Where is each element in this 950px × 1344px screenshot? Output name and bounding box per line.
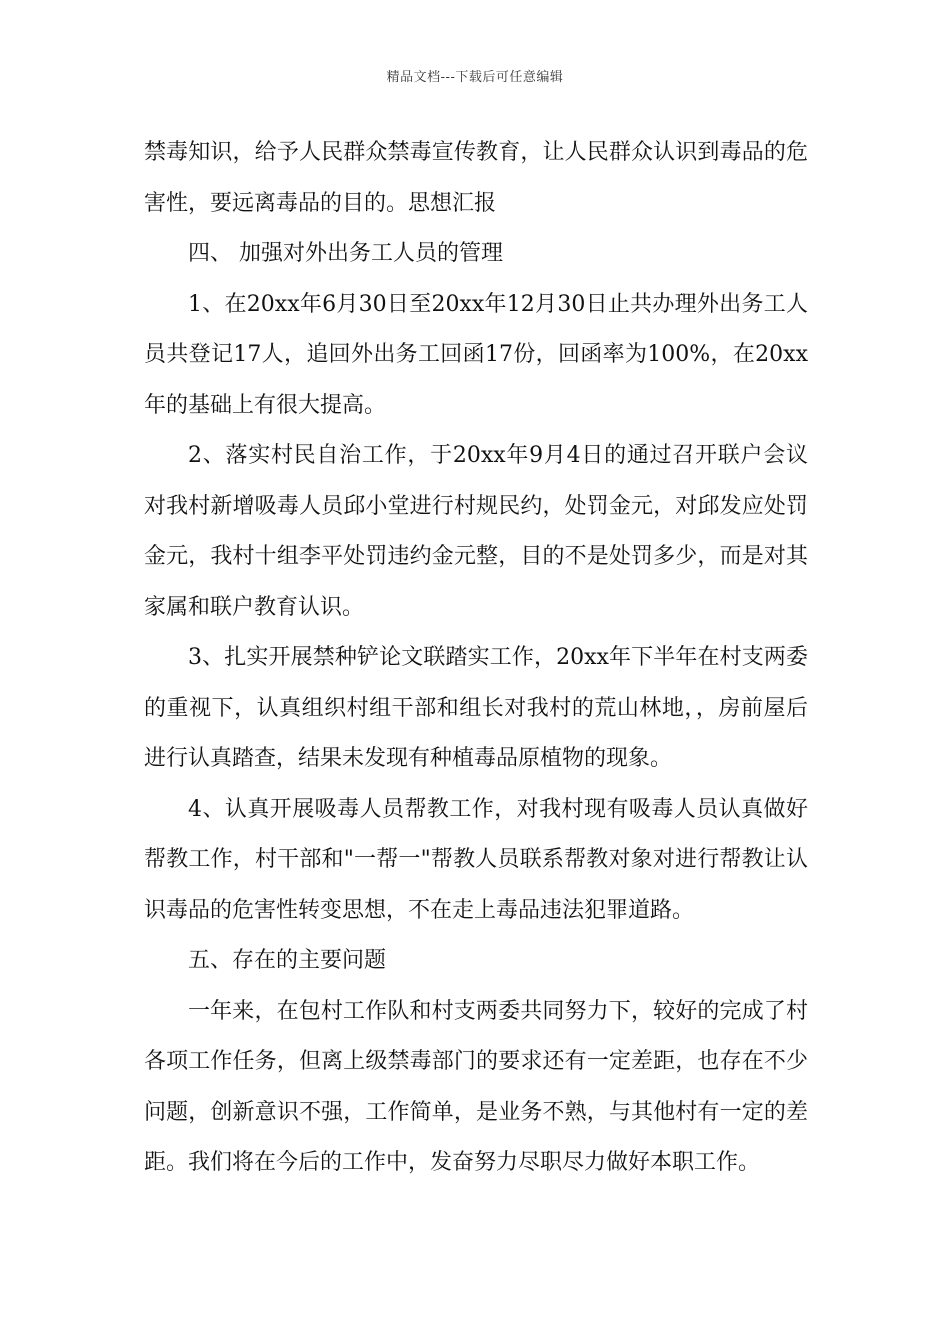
paragraph-item-2: 2、落实村民自治工作，于20xx年9月4日的通过召开联户会议对我村新增吸毒人员邱小堂进行村规民约，处罚金元，对邱发应处罚金元，我村十组李平处罚违约金元整，目的不是处罚多少，而是对其家属和联户教育认识。 [144,443,808,620]
section-heading-4: 四、 加强对外出务工人员的管理 [188,241,503,266]
paragraph-item-3: 3、扎实开展禁种铲论文联踏实工作，20xx年下半年在村支两委的重视下，认真组织村组干部和组长对我村的荒山林地，，房前屋后进行认真踏查，结果未发现有种植毒品原植物的现象。 [144,645,808,771]
document-body [144,128,808,1189]
paragraph-continuation: 禁毒知识，给予人民群众禁毒宣传教育，让人民群众认识到毒品的危害性，要远离毒品的目的。思想汇报 [144,140,808,216]
page-header: 精品文档---下载后可任意编辑 [386,70,564,85]
paragraph-item-4: 4、认真开展吸毒人员帮教工作，对我村现有吸毒人员认真做好帮教工作，村干部和"一帮一"帮教人员联系帮教对象对进行帮教让认识毒品的危害性转变思想，不在走上毒品违法犯罪道路。 [144,796,808,923]
paragraph-summary: 一年来，在包村工作队和村支两委共同努力下，较好的完成了村各项工作任务，但离上级禁毒部门的要求还有一定差距，也存在不少问题，创新意识不强，工作简单，是业务不熟，与其他村有一定的差距。我们将在今后的工作中，发奋努力尽职尽力做好本职工作。 [144,998,808,1175]
paragraph-item-1: 1、在20xx年6月30日至20xx年12月30日止共办理外出务工人员共登记17人，追回外出务工回函17份，回函率为100%，在20xx年的基础上有很大提高。 [144,291,808,418]
section-heading-5: 五、存在的主要问题 [188,948,387,973]
